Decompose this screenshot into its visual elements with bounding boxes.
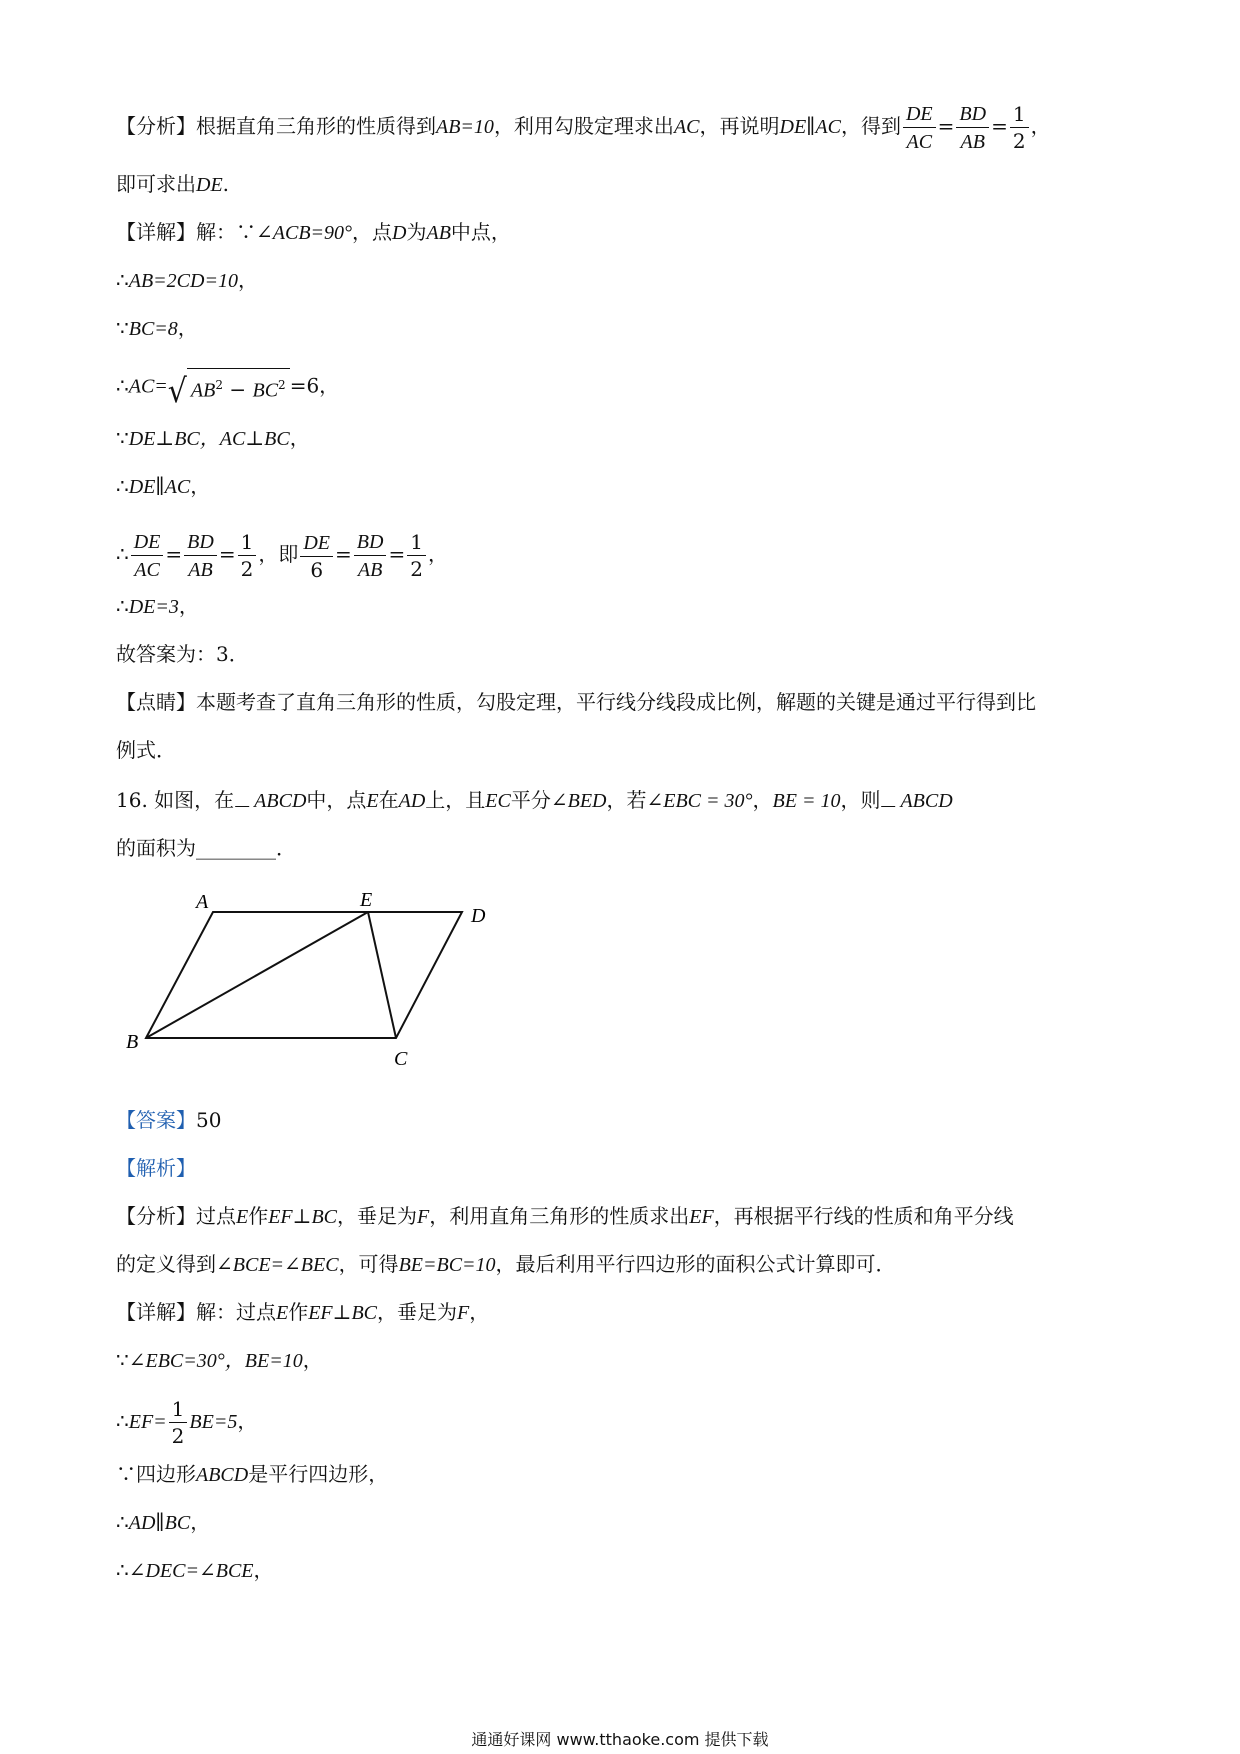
label-a: A: [196, 891, 209, 913]
prev-detail-line: 【详解】解：∵∠ACB=90°，点D为AB中点，: [116, 220, 511, 244]
detail-tag: 【详解】: [116, 220, 196, 244]
label-d: D: [471, 905, 486, 927]
parallelogram-symbol: [235, 796, 253, 807]
question-16-line1: 16. 如图，在 ABCD中，点E在AD上，且EC平分∠BED，若∠EBC = 30°，BE = 10，则 ABCD: [116, 788, 953, 812]
fraction: $\frac{1}{2}$: [1010, 103, 1029, 152]
label-e: E: [360, 890, 373, 911]
parallelogram-abcd: [146, 912, 462, 1038]
jiexi-tag: 【解析】: [116, 1156, 196, 1180]
step-2: ∵BC=8，: [116, 316, 198, 340]
sol-step-4: ∴AD∥BC，: [116, 1510, 211, 1534]
answer-value: 50: [196, 1108, 222, 1132]
segment-ec: [368, 912, 396, 1038]
sol-step-3: ∵四边形ABCD是平行四边形，: [116, 1462, 389, 1486]
label-c: C: [394, 1048, 408, 1070]
prev-analysis-line2: 即可求出DE.: [116, 172, 230, 196]
step-5: ∴DE∥AC，: [116, 474, 211, 498]
square-root: √ $AB^2 - BC^2$: [168, 368, 290, 406]
comment-line1: 【点睛】本题考查了直角三角形的性质，勾股定理，平行线分线段成比例，解题的关键是通过平行得到比: [116, 690, 1036, 714]
answer-block: [116, 1106, 221, 1134]
analysis-tag: 【分析】: [116, 114, 196, 138]
comment-line2: 例式．: [116, 738, 176, 762]
step-1: ∴AB=2CD=10，: [116, 268, 258, 292]
answer-tag: 【答案】: [116, 1108, 196, 1132]
footer: 通通好课网 www.tthaoke.com 提供下载: [471, 1730, 769, 1749]
solution-analysis-line2: 的定义得到∠BCE=∠BEC，可得BE=BC=10，最后利用平行四边形的面积公式计算即可．: [116, 1252, 896, 1276]
label-b: B: [126, 1031, 139, 1053]
sol-step-1: ∵∠EBC=30°，BE=10，: [116, 1348, 323, 1372]
parallelogram-symbol: [881, 796, 899, 807]
sol-step-5: ∴∠DEC=∠BCE，: [116, 1558, 274, 1582]
step-6: ∴ $\frac{DE}{AC}$ = $\frac{BD}{AB}$ = $\frac{1}{2}$ ，即 $\frac{DE}{6}$ = $\frac{BD}{AB}$ = $\frac{1}{2}$ ，: [116, 530, 448, 582]
fraction: $\frac{BD}{AB}$: [956, 102, 989, 153]
solution-analysis-line1: 【分析】过点E作EF⊥BC，垂足为F，利用直角三角形的性质求出EF，再根据平行线的性质和角平分线: [116, 1204, 1014, 1228]
step-7: ∴DE=3，: [116, 594, 199, 618]
sol-step-2: ∴EF= $\frac{1}{2}$ BE=5，: [116, 1397, 258, 1448]
parallelogram-figure: [116, 890, 516, 1080]
solution-detail-line: 【详解】解：过点E作EF⊥BC，垂足为F，: [116, 1300, 490, 1324]
fraction: $\frac{DE}{AC}$: [903, 102, 936, 153]
step-4: ∵DE⊥BC，AC⊥BC，: [116, 426, 310, 450]
prev-analysis-line1: 【分析】根据直角三角形的性质得到AB=10，利用勾股定理求出AC，再说明DE∥AC，得到 $\frac{DE}{AC}$ = $\frac{BD}{AB}$ = $\frac{1}{2}$ ，: [116, 102, 1051, 153]
step-3: ∴AC=√ $AB^2 - BC^2 =6$，: [116, 368, 339, 406]
question-16-line2: 的面积为________．: [116, 836, 296, 860]
answer-line: 故答案为：3．: [116, 642, 249, 666]
